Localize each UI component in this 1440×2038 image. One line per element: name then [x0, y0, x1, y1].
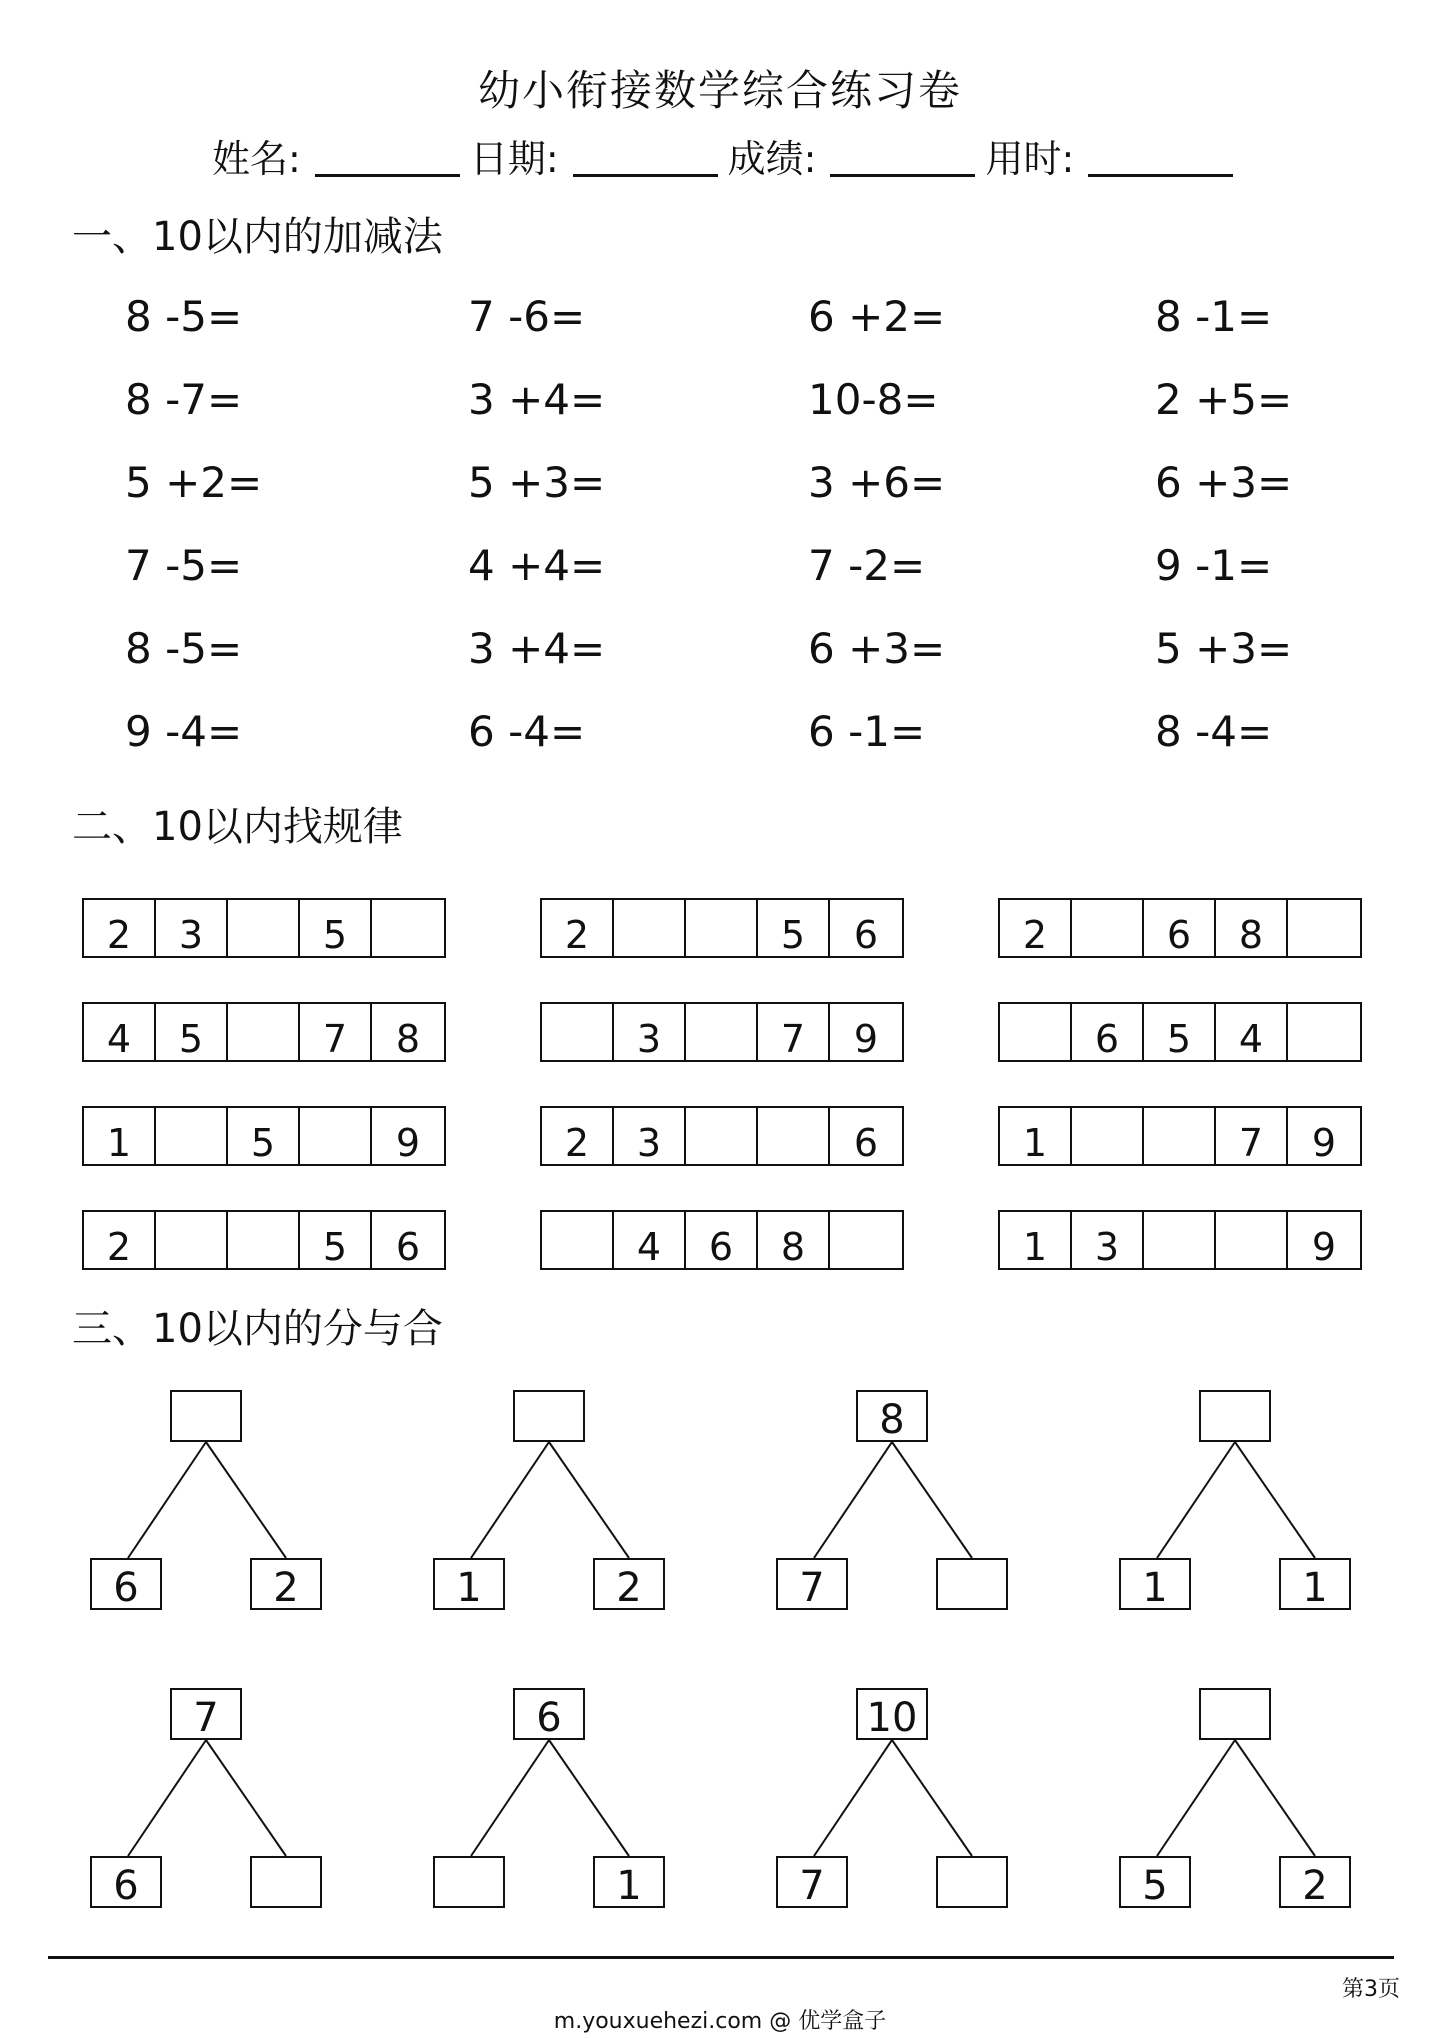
bond-box-right: 1	[1279, 1558, 1351, 1610]
sequence-row	[540, 898, 904, 958]
sequence-cell: 8	[1216, 900, 1288, 956]
equation: 6 +3=	[808, 624, 946, 673]
sequence-row	[540, 1210, 904, 1270]
name-field	[212, 128, 470, 183]
equation: 8 -5=	[125, 624, 243, 673]
bond-box-right-blank[interactable]	[936, 1856, 1008, 1908]
sequence-blank-cell[interactable]	[542, 1212, 614, 1268]
score-label: 成绩:	[727, 137, 817, 181]
sequence-cell: 2	[542, 900, 614, 956]
number-bond	[433, 1390, 673, 1620]
sequence-cell: 5	[156, 1004, 228, 1060]
sequence-cell: 5	[300, 900, 372, 956]
equation: 3 +6=	[808, 458, 946, 507]
sequence-cell: 4	[1216, 1004, 1288, 1060]
sequence-blank-cell[interactable]	[1288, 1004, 1360, 1060]
sequence-row	[82, 1106, 446, 1166]
number-bond	[1119, 1688, 1359, 1918]
number-bond	[90, 1688, 330, 1918]
sequence-cell: 2	[84, 900, 156, 956]
score-blank[interactable]	[830, 138, 975, 177]
worksheet-title: 幼小衔接数学综合练习卷	[477, 66, 962, 115]
sequence-cell: 2	[542, 1108, 614, 1164]
sequence-blank-cell[interactable]	[686, 900, 758, 956]
bond-line-right	[892, 1442, 972, 1558]
bond-box-right: 2	[1279, 1856, 1351, 1908]
sequence-cell: 6	[853, 1121, 879, 1165]
equation: 6 -1=	[808, 707, 926, 756]
sequence-cell: 5	[758, 900, 830, 956]
time-field	[985, 128, 1243, 183]
sequence-cell: 7	[758, 1004, 830, 1060]
student-info-line	[212, 128, 1243, 183]
sequence-row	[998, 1002, 1362, 1062]
equation: 5 +3=	[1155, 624, 1293, 673]
page-number: 第3页	[1342, 1977, 1400, 2002]
bond-line-left	[814, 1740, 892, 1856]
equation: 8 -7=	[125, 375, 243, 424]
bond-line-right	[549, 1740, 629, 1856]
sequence-blank-cell[interactable]	[300, 1108, 372, 1164]
sequence-cell: 4	[84, 1004, 156, 1060]
sequence-row	[82, 898, 446, 958]
equation: 9 -1=	[1155, 541, 1273, 590]
bond-box-right-blank[interactable]	[250, 1856, 322, 1908]
bond-box-top-blank[interactable]	[170, 1390, 242, 1442]
bond-box-left: 6	[90, 1856, 162, 1908]
bond-line-left	[128, 1740, 206, 1856]
sequence-blank-cell[interactable]	[228, 900, 300, 956]
sequence-blank-cell[interactable]	[542, 1004, 614, 1060]
sequence-blank-cell[interactable]	[686, 1108, 758, 1164]
equation: 7 -5=	[125, 541, 243, 590]
sequence-cell: 6	[853, 913, 879, 957]
bond-box-right: 2	[593, 1558, 665, 1610]
bond-line-right	[206, 1442, 286, 1558]
sequence-blank-cell[interactable]	[830, 1212, 902, 1268]
bond-box-left-blank[interactable]	[433, 1856, 505, 1908]
sequence-cell: 6	[1072, 1004, 1144, 1060]
bond-box-right: 1	[593, 1856, 665, 1908]
equation: 3 +4=	[468, 375, 606, 424]
sequence-blank-cell[interactable]	[1288, 900, 1360, 956]
sequence-cell: 3	[614, 1108, 686, 1164]
bond-line-left	[1157, 1442, 1235, 1558]
bond-box-top-blank[interactable]	[1199, 1390, 1271, 1442]
bond-box-top-blank[interactable]	[513, 1390, 585, 1442]
equation: 2 +5=	[1155, 375, 1293, 424]
sequence-blank-cell[interactable]	[1144, 1108, 1216, 1164]
sequence-cell: 2	[84, 1212, 156, 1268]
bond-line-left	[1157, 1740, 1235, 1856]
sequence-cell: 5	[1144, 1004, 1216, 1060]
bond-box-left: 1	[1119, 1558, 1191, 1610]
sequence-cell: 1	[1000, 1108, 1072, 1164]
bond-box-top: 7	[170, 1688, 242, 1740]
name-label: 姓名:	[212, 137, 301, 181]
equation: 9 -4=	[125, 707, 243, 756]
sequence-blank-cell[interactable]	[1072, 1108, 1144, 1164]
sequence-blank-cell[interactable]	[156, 1108, 228, 1164]
section-1-title: 一、10以内的加减法	[72, 214, 443, 260]
sequence-cell: 3	[614, 1004, 686, 1060]
sequence-blank-cell[interactable]	[1144, 1212, 1216, 1268]
name-blank[interactable]	[315, 138, 460, 177]
section-2-title: 二、10以内找规律	[72, 804, 403, 850]
bond-box-right: 2	[250, 1558, 322, 1610]
sequence-blank-cell[interactable]	[686, 1004, 758, 1060]
sequence-row	[540, 1002, 904, 1062]
bond-box-top: 10	[856, 1688, 928, 1740]
bond-box-left: 5	[1119, 1856, 1191, 1908]
bond-line-right	[1235, 1740, 1315, 1856]
bond-line-left	[128, 1442, 206, 1558]
sequence-cell: 8	[395, 1017, 421, 1061]
date-blank[interactable]	[573, 138, 718, 177]
time-label: 用时:	[985, 137, 1075, 181]
bond-line-left	[471, 1740, 549, 1856]
date-field	[470, 128, 728, 183]
equation: 6 +2=	[808, 292, 946, 341]
sequence-cell: 6	[395, 1225, 421, 1269]
footer-source: m.youxuehezi.com @ 优学盒子	[553, 2009, 887, 2034]
equation: 8 -5=	[125, 292, 243, 341]
number-bond	[776, 1390, 1016, 1620]
footer-divider	[48, 1956, 1394, 1959]
score-field	[728, 128, 986, 183]
bond-line-right	[892, 1740, 972, 1856]
sequence-cell: 2	[1000, 900, 1072, 956]
sequence-cell: 4	[614, 1212, 686, 1268]
sequence-blank-cell[interactable]	[614, 900, 686, 956]
sequence-cell: 7	[300, 1004, 372, 1060]
date-label: 日期:	[469, 137, 559, 181]
bond-box-left: 7	[776, 1856, 848, 1908]
sequence-cell: 9	[853, 1017, 879, 1061]
sequence-row	[82, 1002, 446, 1062]
bond-box-left: 1	[433, 1558, 505, 1610]
sequence-cell: 7	[1216, 1108, 1288, 1164]
sequence-cell: 9	[395, 1121, 421, 1165]
sequence-row	[998, 898, 1362, 958]
equation: 10-8=	[808, 375, 939, 424]
sequence-cell: 3	[1072, 1212, 1144, 1268]
equation: 5 +2=	[125, 458, 263, 507]
sequence-blank-cell[interactable]	[228, 1212, 300, 1268]
bond-line-left	[814, 1442, 892, 1558]
number-bond	[776, 1688, 1016, 1918]
sequence-cell: 8	[758, 1212, 830, 1268]
sequence-cell: 9	[1311, 1121, 1337, 1165]
bond-line-right	[549, 1442, 629, 1558]
sequence-cell: 6	[686, 1212, 758, 1268]
sequence-cell: 3	[156, 900, 228, 956]
number-bond	[90, 1390, 330, 1620]
sequence-cell: 1	[1000, 1212, 1072, 1268]
sequence-row	[998, 1210, 1362, 1270]
sequence-cell: 9	[1311, 1225, 1337, 1269]
bond-box-top: 6	[513, 1688, 585, 1740]
sequence-blank-cell[interactable]	[156, 1212, 228, 1268]
equation: 8 -4=	[1155, 707, 1273, 756]
sequence-blank-cell[interactable]	[372, 900, 444, 956]
sequence-blank-cell[interactable]	[1072, 900, 1144, 956]
equation: 5 +3=	[468, 458, 606, 507]
sequence-cell: 5	[228, 1108, 300, 1164]
time-blank[interactable]	[1088, 138, 1233, 177]
bond-box-left: 6	[90, 1558, 162, 1610]
bond-line-left	[471, 1442, 549, 1558]
number-bond	[433, 1688, 673, 1918]
sequence-cell: 5	[300, 1212, 372, 1268]
equation: 7 -2=	[808, 541, 926, 590]
equation: 4 +4=	[468, 541, 606, 590]
equation: 7 -6=	[468, 292, 586, 341]
sequence-cell: 1	[84, 1108, 156, 1164]
section-3-title: 三、10以内的分与合	[72, 1306, 443, 1352]
bond-box-right-blank[interactable]	[936, 1558, 1008, 1610]
number-bond	[1119, 1390, 1359, 1620]
equation: 8 -1=	[1155, 292, 1273, 341]
sequence-cell: 6	[1144, 900, 1216, 956]
bond-box-left: 7	[776, 1558, 848, 1610]
sequence-blank-cell[interactable]	[1000, 1004, 1072, 1060]
sequence-blank-cell[interactable]	[1216, 1212, 1288, 1268]
sequence-row	[998, 1106, 1362, 1166]
equation: 6 +3=	[1155, 458, 1293, 507]
sequence-row	[82, 1210, 446, 1270]
sequence-row	[540, 1106, 904, 1166]
sequence-blank-cell[interactable]	[758, 1108, 830, 1164]
bond-box-top-blank[interactable]	[1199, 1688, 1271, 1740]
bond-box-top: 8	[856, 1390, 928, 1442]
equation: 6 -4=	[468, 707, 586, 756]
sequence-blank-cell[interactable]	[228, 1004, 300, 1060]
bond-line-right	[1235, 1442, 1315, 1558]
equation: 3 +4=	[468, 624, 606, 673]
bond-line-right	[206, 1740, 286, 1856]
